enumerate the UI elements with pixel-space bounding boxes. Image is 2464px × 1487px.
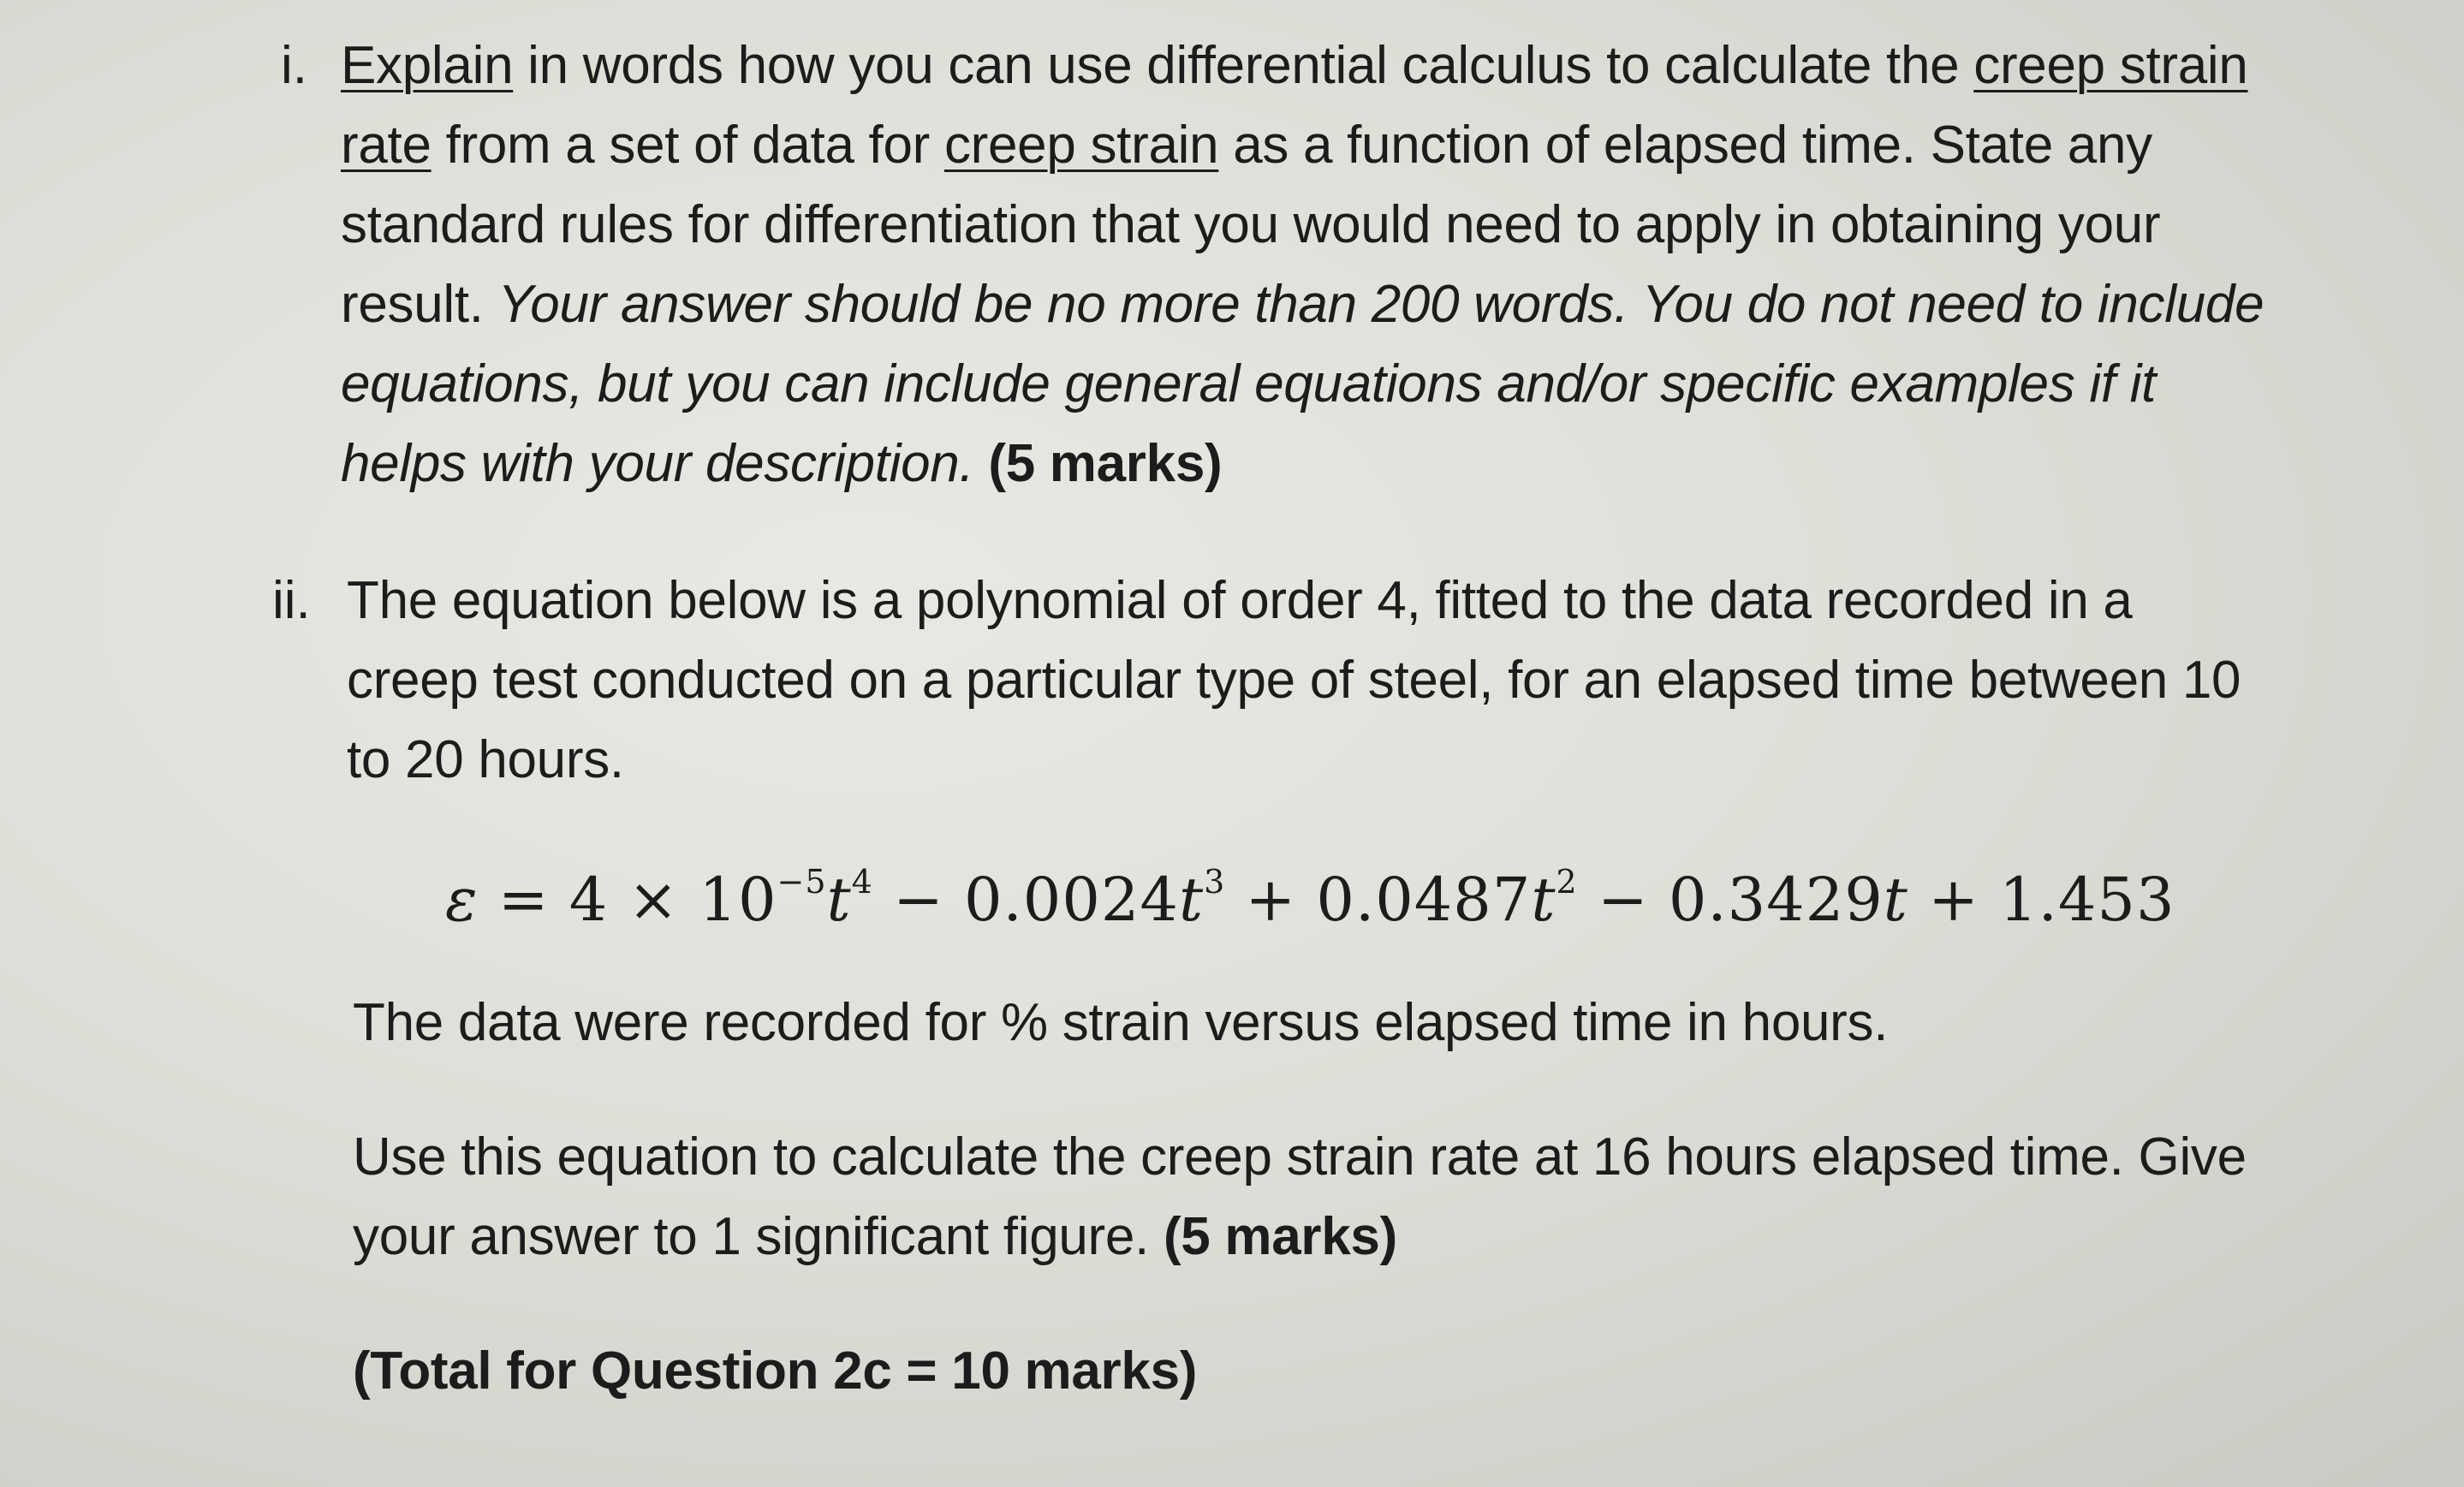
- part-i-line-5: equations, but you can include general equations and/or specific examples if it: [341, 354, 2157, 413]
- creep-equation: $\varepsilon = 4 \times 10^{-5}t^4 - 0.0024t^3 + 0.0487t^2 - 0.3429t + 1.453$: [445, 862, 2175, 935]
- part-ii-line-3: to 20 hours.: [347, 730, 624, 789]
- part-i-marker: i.: [281, 36, 307, 95]
- part-i-text: [341, 26, 2264, 503]
- part-i-line-2: rate from a set of data for creep strain as a function of elapsed time. State any: [341, 116, 2152, 175]
- rate-term: rate: [341, 116, 431, 175]
- part-ii-marker: ii.: [272, 571, 311, 630]
- part-i-line-1: Explain in words how you can use differential calculus to calculate the creep strain: [341, 36, 2248, 95]
- task-text: [353, 1117, 2247, 1276]
- part-i-line-6: helps with your description. (5 marks): [341, 434, 1223, 493]
- data-note: The data were recorded for % strain versus elapsed time in hours.: [353, 993, 1889, 1052]
- part-ii-marks: (5 marks): [1149, 1207, 1397, 1266]
- explain-word: Explain: [341, 36, 514, 95]
- part-i-line-3: standard rules for differentiation that you would need to apply in obtaining your: [341, 195, 2161, 254]
- part-i-marks: (5 marks): [973, 434, 1223, 493]
- part-ii-line-1: The equation below is a polynomial of order 4, fitted to the data recorded in a: [347, 571, 2133, 630]
- task-line-1: Use this equation to calculate the creep strain rate at 16 hours elapsed time. Give: [353, 1127, 2247, 1187]
- part-ii-line-2: creep test conducted on a particular type of steel, for an elapsed time between 10: [347, 651, 2241, 710]
- question-total: (Total for Question 2c = 10 marks): [353, 1341, 1198, 1401]
- part-i-line-4: result. Your answer should be no more than 200 words. You do not need to include: [341, 275, 2265, 334]
- part-ii-intro: [347, 561, 2241, 800]
- task-line-2: your answer to 1 significant figure. (5 marks): [353, 1207, 1397, 1266]
- creep-strain-term: creep strain: [1973, 36, 2248, 95]
- creep-strain-term-2: creep strain: [943, 116, 1219, 175]
